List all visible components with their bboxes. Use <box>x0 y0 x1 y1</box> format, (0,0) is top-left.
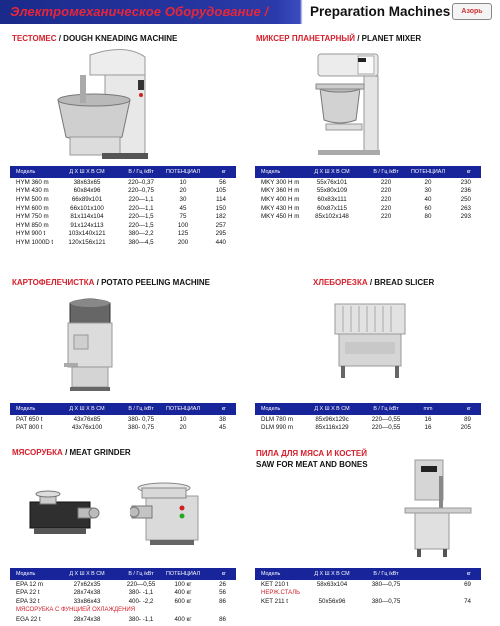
table-row <box>10 424 236 433</box>
table-cell: 220—1,1 <box>128 195 154 203</box>
table-cell: В / Гц /кВт <box>128 406 154 412</box>
table-cell: MKY 300 H m <box>261 178 300 186</box>
section-title-saw <box>256 448 368 470</box>
table-cell: 220—0,55 <box>126 580 156 588</box>
table-cell: 50x56x96 <box>318 598 346 606</box>
table-row <box>255 415 481 424</box>
table-cell: 43x76x85 <box>73 415 101 423</box>
title-ru: ХЛЕБОРЕЗКА <box>313 278 368 287</box>
table-cell: 220 <box>380 195 392 203</box>
table-cell: В / Гц /кВт <box>128 571 154 577</box>
table-cell: Модель <box>261 571 281 577</box>
table-row <box>10 195 236 204</box>
table-cell: 220 <box>380 178 392 186</box>
table-cell: 26 <box>219 580 226 588</box>
title-en: / DOUGH KNEADING MACHINE <box>56 34 178 43</box>
table-cell: 600 кг <box>174 597 192 605</box>
header-title-ru: Электромеханическое Оборудование / <box>10 4 269 19</box>
table-cell: 220–0,75 <box>128 187 154 195</box>
table-cell: 81x114x104 <box>70 213 104 221</box>
table-cell: 60 <box>424 204 432 212</box>
table-cell: 120x156x121 <box>68 238 106 246</box>
section-title-mixer <box>256 34 421 43</box>
table-header <box>255 166 481 178</box>
table-cell: кг <box>221 406 226 412</box>
table-cell: 43x76x100 <box>71 424 103 432</box>
title-ru: ПИЛА ДЛЯ МЯСА И КОСТЕЙ <box>256 449 368 458</box>
table-cell: 400 кг <box>174 589 192 597</box>
section-title-grinder <box>12 448 131 457</box>
table-cell: 295 <box>215 230 226 238</box>
table-row <box>10 597 236 606</box>
table-row <box>255 178 481 187</box>
table-row <box>255 187 481 196</box>
table-cell: MKY 450 H m <box>261 213 300 221</box>
title-en: / MEAT GRINDER <box>62 448 131 457</box>
table-row <box>255 204 481 213</box>
table-cell: кг <box>466 169 471 175</box>
table-cell: 380- 0,75 <box>127 424 155 432</box>
table-cell: 45 <box>219 424 226 432</box>
table-cell: 400- -2,2 <box>128 597 154 605</box>
table-cell: 89 <box>464 415 471 423</box>
table-cell: 150 <box>215 204 226 212</box>
table-row <box>255 195 481 204</box>
table-cell: PAT 800 t <box>16 424 43 432</box>
table-cell: кг <box>466 571 471 577</box>
table-cell: 230 <box>460 178 471 186</box>
table-cell: 38 <box>219 415 226 423</box>
table-row <box>10 580 236 589</box>
table-cell: 74 <box>464 598 471 606</box>
table-cell: 20 <box>179 187 187 195</box>
table-cell: 220—0,55 <box>371 424 401 432</box>
title-ru: МЯСОРУБКА <box>12 448 63 457</box>
table-cell: 60x87x115 <box>317 204 347 212</box>
table-cell: Модель <box>16 571 36 577</box>
table-cell: KET 210 t <box>261 580 289 588</box>
table-cell: 380- 0,75 <box>127 415 155 423</box>
dough-spec-table <box>10 166 236 247</box>
table-row <box>255 598 481 607</box>
brand-logo: Азорь <box>452 3 492 20</box>
table-cell: 38x63x65 <box>73 178 101 186</box>
table-cell: В / Гц /кВт <box>373 571 399 577</box>
table-cell: Д Х Ш Х В СМ <box>314 406 350 412</box>
table-cell: KET 211 t <box>261 598 288 606</box>
title-en: SAW FOR MEAT AND BONES <box>256 460 368 469</box>
bone-saw-image <box>395 458 480 560</box>
table-cell: 27x62x35 <box>73 580 101 588</box>
table-cell: Д Х Ш Х В СМ <box>69 169 105 175</box>
table-cell: 205 <box>460 424 471 432</box>
table-cell: EPA 12 m <box>16 580 44 588</box>
table-cell: 200 <box>177 238 189 246</box>
table-cell: 10 <box>179 178 187 186</box>
table-cell: DLM 990 m <box>261 424 293 432</box>
table-row <box>10 238 236 247</box>
table-row <box>255 580 481 589</box>
table-cell: HYM 1000D t <box>16 238 54 246</box>
table-cell: 220—0,55 <box>371 415 401 423</box>
table-subtitle: НЕРЖ.СТАЛЬ <box>261 590 301 597</box>
table-cell: Модель <box>261 169 281 175</box>
table-cell: 60x83x111 <box>317 195 347 203</box>
table-row <box>10 415 236 424</box>
table-cell: 263 <box>460 204 471 212</box>
table-cell: 16 <box>424 424 432 432</box>
table-cell: 33x86x43 <box>73 597 101 605</box>
table-cell: Д Х Ш Х В СМ <box>314 169 350 175</box>
grinder-spec-table <box>10 568 236 623</box>
table-cell: 40 <box>424 195 432 203</box>
table-cell: HYM 900 t <box>16 230 46 238</box>
table-cell: 60x84x96 <box>73 187 101 195</box>
table-cell: 220–0,37 <box>128 178 154 186</box>
table-cell: 16 <box>424 415 432 423</box>
saw-spec-table <box>255 568 481 606</box>
peeler-spec-table <box>10 403 236 432</box>
table-cell: 86 <box>219 597 226 605</box>
planet-mixer-image <box>310 50 390 158</box>
table-cell: В / Гц /кВт <box>373 169 399 175</box>
potato-peeler-image <box>60 295 120 393</box>
table-cell: 10 <box>179 415 187 423</box>
table-cell: 220—1,5 <box>128 221 154 229</box>
title-ru: МИКСЕР ПЛАНЕТАРНЫЙ <box>256 34 355 43</box>
table-cell: Модель <box>261 406 281 412</box>
table-cell: 380—2,2 <box>128 230 154 238</box>
table-cell: 56 <box>219 589 226 597</box>
table-cell: Д Х Ш Х В СМ <box>69 571 105 577</box>
table-row <box>10 230 236 239</box>
header-title-en: Preparation Machines <box>310 4 451 19</box>
title-en: / PLANET MIXER <box>354 34 422 43</box>
table-cell: 85x116x129 <box>315 424 349 432</box>
table-row <box>10 221 236 230</box>
table-cell: 86 <box>219 615 226 623</box>
table-cell: 30 <box>424 187 432 195</box>
table-cell: 220 <box>380 213 392 221</box>
table-cell: 220—1,5 <box>128 213 154 221</box>
table-cell: DLM 780 m <box>261 415 293 423</box>
table-cell: mm <box>423 406 433 412</box>
table-cell: 55x80x109 <box>316 187 348 195</box>
table-cell: ПОТЕНЦИАЛ <box>166 571 200 577</box>
table-cell: 20 <box>179 424 187 432</box>
table-cell: 380- -1,1 <box>128 615 154 623</box>
table-cell: HYM 850 m <box>16 221 49 229</box>
table-cell: 69 <box>464 580 471 588</box>
table-cell: ПОТЕНЦИАЛ <box>411 169 445 175</box>
mixer-spec-table <box>255 166 481 221</box>
table-cell: 114 <box>216 195 226 203</box>
table-cell: 100 <box>177 221 189 229</box>
table-cell: MKY 400 H m <box>261 195 300 203</box>
table-cell: 380—0,75 <box>371 598 401 606</box>
bread-slicer-image <box>325 292 415 382</box>
table-cell: 103x140x121 <box>68 230 106 238</box>
table-cell: 220 <box>380 204 392 212</box>
table-cell: 80 <box>424 213 432 221</box>
table-cell: 125 <box>177 230 189 238</box>
table-cell: 220—1,1 <box>128 204 154 212</box>
table-cell: 91x124x113 <box>70 221 104 229</box>
table-cell: 56 <box>219 178 226 186</box>
title-en: / BREAD SLICER <box>367 278 435 287</box>
meat-grinder-large-image <box>130 478 205 548</box>
table-cell: 105 <box>215 187 226 195</box>
table-header <box>10 568 236 580</box>
table-cell: EPA 32 t <box>16 597 40 605</box>
table-cell: EGA 22 t <box>16 615 41 623</box>
table-cell: 380—0,75 <box>371 580 401 588</box>
table-row <box>10 187 236 196</box>
title-en: / POTATO PEELING MACHINE <box>94 278 210 287</box>
table-cell: 236 <box>460 187 471 195</box>
table-cell: HYM 500 m <box>16 195 49 203</box>
meat-grinder-small-image <box>20 488 100 540</box>
table-cell: 45 <box>179 204 187 212</box>
table-header <box>255 403 481 415</box>
table-cell: ПОТЕНЦИАЛ <box>166 169 200 175</box>
table-cell: В / Гц /кВт <box>128 169 154 175</box>
title-ru: ТЕСТОМЕС <box>12 34 57 43</box>
table-cell: 85x102x148 <box>315 213 349 221</box>
table-cell: HYM 360 m <box>16 178 49 186</box>
table-cell: 440 <box>215 238 226 246</box>
table-row <box>10 615 236 624</box>
table-cell: 20 <box>424 178 432 186</box>
section-title-slicer <box>313 278 434 287</box>
table-row <box>10 212 236 221</box>
table-row <box>10 178 236 187</box>
table-cell: 293 <box>460 213 471 221</box>
table-cell: 30 <box>179 195 187 203</box>
table-cell: 380- -1,1 <box>128 589 154 597</box>
table-cell: 75 <box>179 213 187 221</box>
table-cell: HYM 750 m <box>16 213 49 221</box>
table-row <box>255 212 481 221</box>
table-cell: Д Х Ш Х В СМ <box>314 571 350 577</box>
table-cell: кг <box>466 406 471 412</box>
table-cell: PAT 650 t <box>16 415 43 423</box>
table-header <box>255 568 481 580</box>
title-ru: КАРТОФЕЛЕЧИСТКА <box>12 278 95 287</box>
table-cell: Д Х Ш Х В СМ <box>69 406 105 412</box>
table-header <box>10 403 236 415</box>
table-cell: 28x74x38 <box>73 615 101 623</box>
table-cell: MKY 430 H m <box>261 204 300 212</box>
table-cell: ПОТЕНЦИАЛ <box>166 406 200 412</box>
table-cell: 220 <box>380 187 392 195</box>
table-cell: 182 <box>215 213 226 221</box>
table-cell: 400 кг <box>174 615 192 623</box>
table-cell: В / Гц /кВт <box>373 406 399 412</box>
table-cell: Модель <box>16 169 36 175</box>
table-cell: 257 <box>215 221 226 229</box>
section-title-peeler <box>12 278 210 287</box>
table-cell: кг <box>221 571 226 577</box>
table-cell: HYM 430 m <box>16 187 49 195</box>
table-cell: 58x63x104 <box>316 580 348 588</box>
slicer-spec-table <box>255 403 481 432</box>
table-cell: 380—4,5 <box>128 238 154 246</box>
table-cell: EPA 22 t <box>16 589 40 597</box>
table-cell: 66x101x100 <box>70 204 104 212</box>
table-cell: Модель <box>16 406 36 412</box>
table-cell: MKY 360 H m <box>261 187 300 195</box>
header-banner <box>0 0 500 24</box>
table-header <box>10 166 236 178</box>
table-cell: 250 <box>460 195 471 203</box>
table-cell: 28x74x38 <box>73 589 101 597</box>
section-title-dough <box>12 34 177 43</box>
table-cell: 100 кг <box>174 580 192 588</box>
table-cell: HYM 600 m <box>16 204 49 212</box>
dough-kneader-image <box>50 45 160 165</box>
table-row <box>10 589 236 598</box>
table-cell: 85x96x129c <box>315 415 349 423</box>
table-row <box>255 424 481 433</box>
table-cell: 55x76x101 <box>316 178 348 186</box>
table-subtitle: МЯСОРУБКА С ФУНЦИЕЙ ОХЛАЖДЕНИЯ <box>16 607 136 614</box>
table-row <box>10 204 236 213</box>
table-cell: 66x89x101 <box>71 195 103 203</box>
table-cell: кг <box>221 169 226 175</box>
